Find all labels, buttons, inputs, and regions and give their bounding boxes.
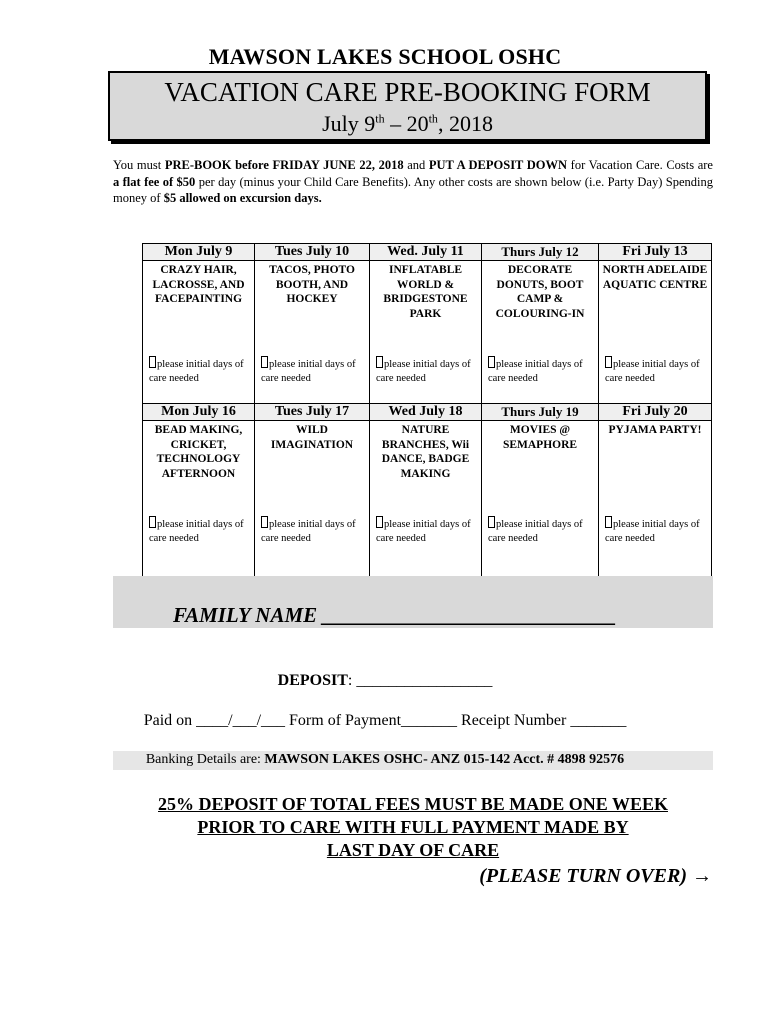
checkbox-icon bbox=[605, 516, 612, 528]
checkbox-icon bbox=[605, 356, 612, 368]
week1-header-row bbox=[143, 244, 712, 261]
activity-text: TACOS, PHOTO BOOTH, AND HOCKEY bbox=[269, 264, 355, 305]
deposit-policy bbox=[0, 793, 770, 862]
activity-text: INFLATABLE WORLD & BRIDGESTONE PARK bbox=[383, 264, 468, 320]
day-header: Wed. July 11 bbox=[370, 244, 482, 261]
checkbox-icon bbox=[149, 516, 156, 528]
checkbox-icon bbox=[376, 356, 383, 368]
banking-details: Banking Details are: MAWSON LAKES OSHC- ANZ 015-142 Acct. # 4898 92576 bbox=[145, 752, 625, 767]
form-title: VACATION CARE PRE-BOOKING FORM bbox=[164, 77, 651, 107]
initial-field[interactable]: please initial days of care needed bbox=[605, 356, 707, 386]
day-cell[interactable] bbox=[255, 421, 370, 577]
activity-text: CRAZY HAIR, LACROSSE, AND FACEPAINTING bbox=[152, 264, 245, 305]
family-name-field[interactable]: FAMILY NAME ____________________________ bbox=[173, 603, 617, 627]
policy-line: PRIOR TO CARE WITH FULL PAYMENT MADE BY bbox=[197, 817, 629, 837]
day-header: Tues July 10 bbox=[255, 244, 370, 261]
day-header: Fri July 13 bbox=[599, 244, 712, 261]
day-cell[interactable] bbox=[370, 421, 482, 577]
initial-field[interactable]: please initial days of care needed bbox=[605, 516, 707, 546]
day-cell[interactable] bbox=[143, 421, 255, 577]
checkbox-icon bbox=[149, 356, 156, 368]
initial-field[interactable]: please initial days of care needed bbox=[376, 516, 477, 546]
form-dates: July 9th – 20th, 2018 bbox=[322, 111, 493, 136]
initial-field[interactable]: please initial days of care needed bbox=[376, 356, 477, 386]
activity-text: WILD IMAGINATION bbox=[270, 424, 354, 451]
day-header: Fri July 20 bbox=[599, 404, 712, 421]
intro-paragraph: You must PRE-BOOK before FRIDAY JUNE 22, 2018 and PUT A DEPOSIT DOWN for Vacation Care. Costs are a flat fee of $50 per day (minus your Child Care Benefits). Any other costs are shown below (i.e. Party Day) Spending money of $5 allowed on excursion days. bbox=[113, 158, 713, 205]
checkbox-icon bbox=[376, 516, 383, 528]
week2-activity-row bbox=[143, 421, 712, 577]
activity-text: NATURE BRANCHES, Wii DANCE, BADGE MAKING bbox=[381, 424, 470, 480]
activity-text: MOVIES @ SEMAPHORE bbox=[502, 424, 578, 451]
initial-field[interactable]: please initial days of care needed bbox=[488, 516, 594, 546]
school-name: MAWSON LAKES SCHOOL OSHC bbox=[208, 44, 562, 69]
day-header: Tues July 17 bbox=[255, 404, 370, 421]
payment-details-line[interactable]: Paid on ____/___/___ Form of Payment_______ Receipt Number _______ bbox=[143, 712, 627, 729]
initial-field[interactable]: please initial days of care needed bbox=[149, 356, 250, 386]
day-header: Thurs July 19 bbox=[482, 404, 599, 421]
week2-header-row bbox=[143, 404, 712, 421]
checkbox-icon bbox=[261, 356, 268, 368]
day-header: Thurs July 12 bbox=[482, 244, 599, 261]
day-cell[interactable] bbox=[143, 261, 255, 404]
activity-text: NORTH ADELAIDE AQUATIC CENTRE bbox=[602, 264, 708, 291]
initial-field[interactable]: please initial days of care needed bbox=[261, 356, 365, 386]
day-cell[interactable] bbox=[599, 421, 712, 577]
activity-text: DECORATE DONUTS, BOOT CAMP & COLOURING-IN bbox=[495, 264, 585, 320]
day-cell[interactable] bbox=[482, 261, 599, 404]
day-cell[interactable] bbox=[255, 261, 370, 404]
checkbox-icon bbox=[488, 356, 495, 368]
policy-line: 25% DEPOSIT OF TOTAL FEES MUST BE MADE ONE WEEK bbox=[158, 794, 668, 814]
initial-field[interactable]: please initial days of care needed bbox=[149, 516, 250, 546]
day-header: Mon July 16 bbox=[143, 404, 255, 421]
activity-text: BEAD MAKING, CRICKET, TECHNOLOGY AFTERNOON bbox=[154, 424, 243, 480]
please-turn-over: (PLEASE TURN OVER) → bbox=[479, 865, 712, 887]
checkbox-icon bbox=[261, 516, 268, 528]
day-header: Mon July 9 bbox=[143, 244, 255, 261]
day-cell[interactable] bbox=[599, 261, 712, 404]
booking-calendar bbox=[142, 243, 712, 577]
initial-field[interactable]: please initial days of care needed bbox=[488, 356, 594, 386]
day-cell[interactable] bbox=[482, 421, 599, 577]
form-title-box bbox=[108, 71, 707, 141]
deposit-field[interactable]: DEPOSIT: _________________ bbox=[277, 672, 493, 689]
day-cell[interactable] bbox=[370, 261, 482, 404]
day-header: Wed July 18 bbox=[370, 404, 482, 421]
checkbox-icon bbox=[488, 516, 495, 528]
initial-field[interactable]: please initial days of care needed bbox=[261, 516, 365, 546]
activity-text: PYJAMA PARTY! bbox=[608, 424, 702, 436]
week1-activity-row bbox=[143, 261, 712, 404]
policy-line: LAST DAY OF CARE bbox=[326, 840, 500, 860]
